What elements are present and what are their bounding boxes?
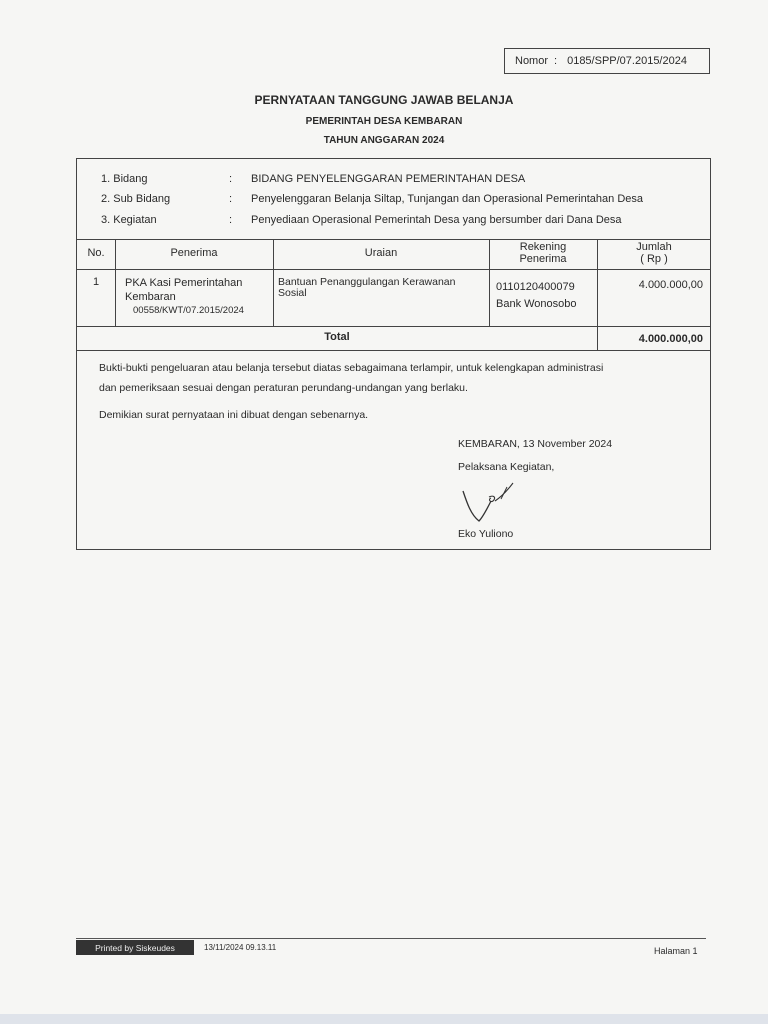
header-uraian: Uraian [364, 247, 398, 259]
header-jumlah-line2: ( Rp ) [640, 253, 668, 265]
body-paragraph-line2: dan pemeriksaan sesuai dengan peraturan perundang-undangan yang berlaku. [99, 382, 468, 394]
meta-row-bidang [77, 173, 710, 191]
meta-colon: : [229, 173, 233, 185]
header-rekening-line1: Rekening [519, 241, 567, 253]
nomor-value: 0185/SPP/07.2015/2024 [567, 55, 687, 67]
nomor-colon: : [554, 55, 558, 67]
meta-value: Penyelenggaran Belanja Siltap, Tunjangan dan Operasional Pemerintahan Desa [251, 193, 643, 205]
header-no: No. [87, 247, 105, 259]
closing-statement: Demikian surat pernyataan ini dibuat dengan sebenarnya. [99, 409, 369, 421]
row-penerima-line1: PKA Kasi Pemerintahan [125, 277, 243, 289]
header-jumlah-line1: Jumlah [636, 241, 672, 253]
document-title: PERNYATAAN TANGGUNG JAWAB BELANJA [254, 93, 514, 107]
table-row-border [77, 326, 710, 327]
signature-mark [457, 477, 527, 529]
document-title-block [0, 93, 768, 146]
row-uraian-line1: Bantuan Penanggulangan Kerawanan [278, 276, 456, 288]
row-uraian [278, 277, 456, 299]
meta-row-sub-bidang [77, 193, 710, 211]
row-rekening-bank: Bank Wonosobo [496, 298, 577, 310]
total-label: Total [324, 331, 350, 343]
meta-colon: : [229, 214, 233, 226]
signer-role: Pelaksana Kegiatan, [458, 461, 555, 473]
row-penerima-line3: 00558/KWT/07.2015/2024 [133, 305, 244, 316]
table-total-border [77, 350, 710, 351]
meta-value: BIDANG PENYELENGGARAN PEMERINTAHAN DESA [251, 173, 526, 185]
signer-name: Eko Yuliono [458, 528, 514, 540]
table-top-border [77, 239, 710, 240]
row-rekening [496, 279, 577, 313]
meta-colon: : [229, 193, 233, 205]
statement-frame [76, 158, 711, 550]
row-penerima [125, 276, 244, 318]
row-rekening-number: 0110120400079 [496, 281, 575, 293]
footer-rule [76, 938, 706, 939]
table-header-border [77, 269, 710, 270]
meta-value: Penyediaan Operasional Pemerintah Desa yang bersumber dari Dana Desa [251, 214, 622, 226]
meta-row-kegiatan [77, 214, 710, 232]
row-jumlah: 4.000.000,00 [638, 279, 703, 291]
row-penerima-line2: Kembaran [125, 291, 176, 303]
meta-key: 2. Sub Bidang [101, 193, 171, 205]
header-rekening [489, 241, 597, 265]
row-no: 1 [92, 276, 100, 288]
printed-timestamp: 13/11/2024 09.13.11 [204, 943, 277, 952]
header-jumlah [597, 241, 711, 265]
total-value: 4.000.000,00 [638, 333, 703, 345]
place-date: KEMBARAN, 13 November 2024 [458, 438, 613, 450]
printed-by-badge [76, 940, 194, 955]
meta-key: 3. Kegiatan [101, 214, 157, 226]
row-uraian-line2: Sosial [278, 287, 307, 299]
scan-edge [0, 1014, 768, 1024]
body-paragraph-line1: Bukti-bukti pengeluaran atau belanja tersebut diatas sebagaimana terlampir, untuk kelengkapan administrasi [99, 362, 604, 374]
nomor-label: Nomor [515, 55, 549, 67]
meta-key: 1. Bidang [101, 173, 148, 185]
printed-by-label: Printed by Siskeudes [95, 942, 175, 953]
header-rekening-line2: Penerima [519, 253, 567, 265]
document-subtitle-desa: PEMERINTAH DESA KEMBARAN [305, 116, 463, 127]
document-subtitle-tahun: TAHUN ANGGARAN 2024 [323, 135, 445, 146]
nomor-box [504, 48, 710, 74]
header-penerima: Penerima [170, 247, 218, 259]
page-number: Halaman 1 [654, 946, 698, 956]
